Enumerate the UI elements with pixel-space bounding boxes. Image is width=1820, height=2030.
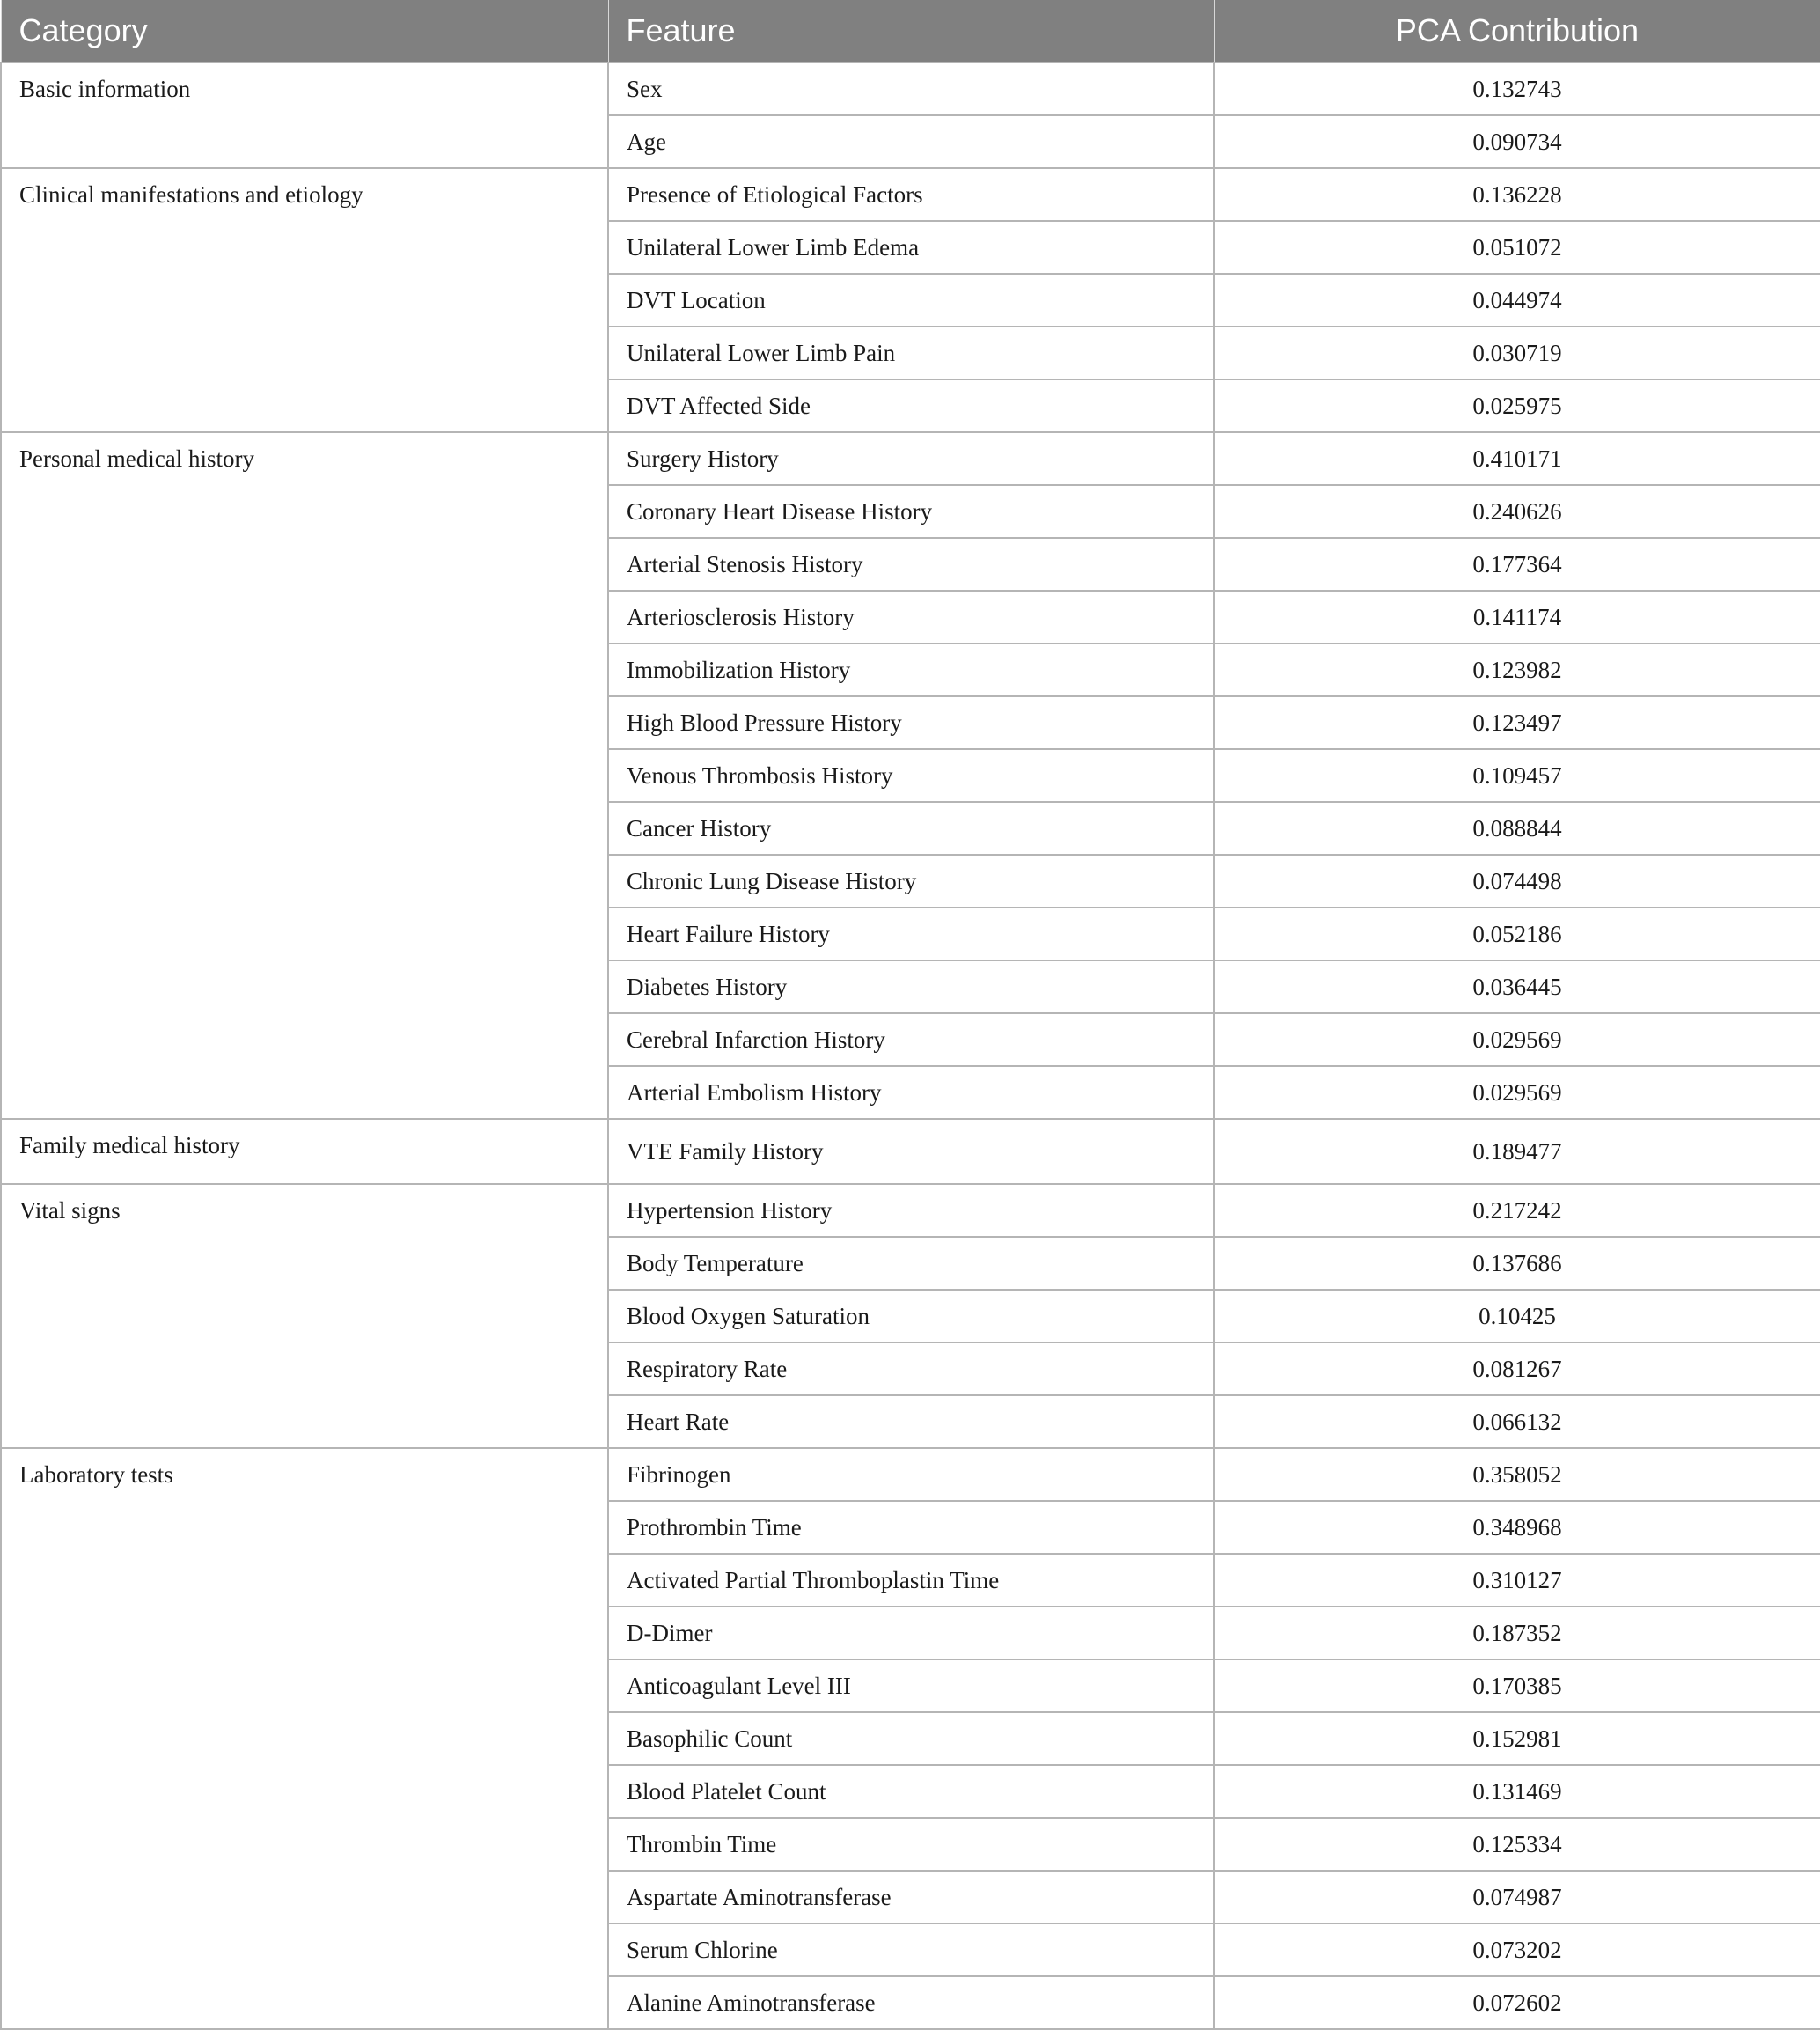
table-row: [1, 63, 1820, 115]
feature-cell: Cerebral Infarction History: [608, 1013, 1214, 1066]
table-header: [1, 0, 1820, 63]
feature-cell: Arteriosclerosis History: [608, 591, 1214, 644]
table-row: [1, 1448, 1820, 1501]
pca-contribution-cell: 0.137686: [1214, 1237, 1820, 1290]
pca-contribution-cell: 0.358052: [1214, 1448, 1820, 1501]
header-category: Category: [1, 0, 608, 63]
category-cell: Clinical manifestations and etiology: [1, 168, 608, 432]
pca-contribution-cell: 0.074498: [1214, 855, 1820, 908]
feature-cell: Body Temperature: [608, 1237, 1214, 1290]
feature-cell: Arterial Stenosis History: [608, 538, 1214, 591]
pca-contribution-cell: 0.109457: [1214, 749, 1820, 802]
pca-contribution-cell: 0.025975: [1214, 379, 1820, 432]
feature-cell: D-Dimer: [608, 1607, 1214, 1659]
category-cell: Personal medical history: [1, 432, 608, 1119]
pca-contribution-cell: 0.066132: [1214, 1395, 1820, 1448]
header-feature: Feature: [608, 0, 1214, 63]
feature-cell: Surgery History: [608, 432, 1214, 485]
pca-contribution-cell: 0.10425: [1214, 1290, 1820, 1342]
table-row: [1, 168, 1820, 221]
table-body: [1, 63, 1820, 2029]
feature-cell: Blood Oxygen Saturation: [608, 1290, 1214, 1342]
header-row: [1, 0, 1820, 63]
pca-contribution-cell: 0.131469: [1214, 1765, 1820, 1818]
pca-contribution-cell: 0.052186: [1214, 908, 1820, 960]
pca-contribution-cell: 0.177364: [1214, 538, 1820, 591]
category-cell: Laboratory tests: [1, 1448, 608, 2029]
pca-contribution-cell: 0.348968: [1214, 1501, 1820, 1554]
pca-contribution-cell: 0.090734: [1214, 115, 1820, 168]
pca-contribution-cell: 0.072602: [1214, 1976, 1820, 2029]
feature-cell: Presence of Etiological Factors: [608, 168, 1214, 221]
feature-cell: Basophilic Count: [608, 1712, 1214, 1765]
feature-cell: Sex: [608, 63, 1214, 115]
pca-contribution-cell: 0.051072: [1214, 221, 1820, 274]
category-cell: Vital signs: [1, 1184, 608, 1448]
pca-contribution-cell: 0.132743: [1214, 63, 1820, 115]
pca-contribution-cell: 0.152981: [1214, 1712, 1820, 1765]
feature-cell: Thrombin Time: [608, 1818, 1214, 1871]
feature-cell: Heart Rate: [608, 1395, 1214, 1448]
pca-contribution-cell: 0.170385: [1214, 1659, 1820, 1712]
feature-cell: Alanine Aminotransferase: [608, 1976, 1214, 2029]
feature-cell: Cancer History: [608, 802, 1214, 855]
pca-contribution-cell: 0.123497: [1214, 696, 1820, 749]
feature-cell: Venous Thrombosis History: [608, 749, 1214, 802]
feature-cell: Aspartate Aminotransferase: [608, 1871, 1214, 1923]
pca-contribution-cell: 0.141174: [1214, 591, 1820, 644]
pca-contribution-cell: 0.123982: [1214, 644, 1820, 696]
feature-cell: Unilateral Lower Limb Pain: [608, 327, 1214, 379]
pca-contribution-cell: 0.136228: [1214, 168, 1820, 221]
feature-cell: DVT Location: [608, 274, 1214, 327]
category-cell: Basic information: [1, 63, 608, 168]
feature-cell: Activated Partial Thromboplastin Time: [608, 1554, 1214, 1607]
header-pca-contribution: PCA Contribution: [1214, 0, 1820, 63]
pca-contribution-cell: 0.187352: [1214, 1607, 1820, 1659]
feature-cell: Coronary Heart Disease History: [608, 485, 1214, 538]
pca-contribution-cell: 0.081267: [1214, 1342, 1820, 1395]
pca-contribution-cell: 0.310127: [1214, 1554, 1820, 1607]
feature-cell: Chronic Lung Disease History: [608, 855, 1214, 908]
pca-contribution-cell: 0.074987: [1214, 1871, 1820, 1923]
pca-contribution-cell: 0.217242: [1214, 1184, 1820, 1237]
feature-cell: Unilateral Lower Limb Edema: [608, 221, 1214, 274]
pca-contribution-cell: 0.030719: [1214, 327, 1820, 379]
pca-contribution-cell: 0.029569: [1214, 1066, 1820, 1119]
feature-cell: Fibrinogen: [608, 1448, 1214, 1501]
category-cell: Family medical history: [1, 1119, 608, 1184]
feature-cell: DVT Affected Side: [608, 379, 1214, 432]
feature-cell: Immobilization History: [608, 644, 1214, 696]
feature-cell: Anticoagulant Level III: [608, 1659, 1214, 1712]
feature-cell: Blood Platelet Count: [608, 1765, 1214, 1818]
pca-contribution-cell: 0.036445: [1214, 960, 1820, 1013]
feature-cell: Prothrombin Time: [608, 1501, 1214, 1554]
pca-contribution-cell: 0.073202: [1214, 1923, 1820, 1976]
feature-cell: Heart Failure History: [608, 908, 1214, 960]
pca-contribution-cell: 0.088844: [1214, 802, 1820, 855]
pca-contribution-cell: 0.029569: [1214, 1013, 1820, 1066]
feature-cell: VTE Family History: [608, 1119, 1214, 1184]
table-row: [1, 1184, 1820, 1237]
feature-cell: High Blood Pressure History: [608, 696, 1214, 749]
feature-cell: Diabetes History: [608, 960, 1214, 1013]
feature-cell: Serum Chlorine: [608, 1923, 1214, 1976]
feature-cell: Respiratory Rate: [608, 1342, 1214, 1395]
table-row: [1, 432, 1820, 485]
feature-cell: Hypertension History: [608, 1184, 1214, 1237]
pca-contribution-cell: 0.240626: [1214, 485, 1820, 538]
feature-cell: Arterial Embolism History: [608, 1066, 1214, 1119]
pca-contribution-cell: 0.125334: [1214, 1818, 1820, 1871]
table-row: [1, 1119, 1820, 1184]
pca-contribution-cell: 0.189477: [1214, 1119, 1820, 1184]
pca-contribution-cell: 0.044974: [1214, 274, 1820, 327]
feature-cell: Age: [608, 115, 1214, 168]
pca-contribution-cell: 0.410171: [1214, 432, 1820, 485]
